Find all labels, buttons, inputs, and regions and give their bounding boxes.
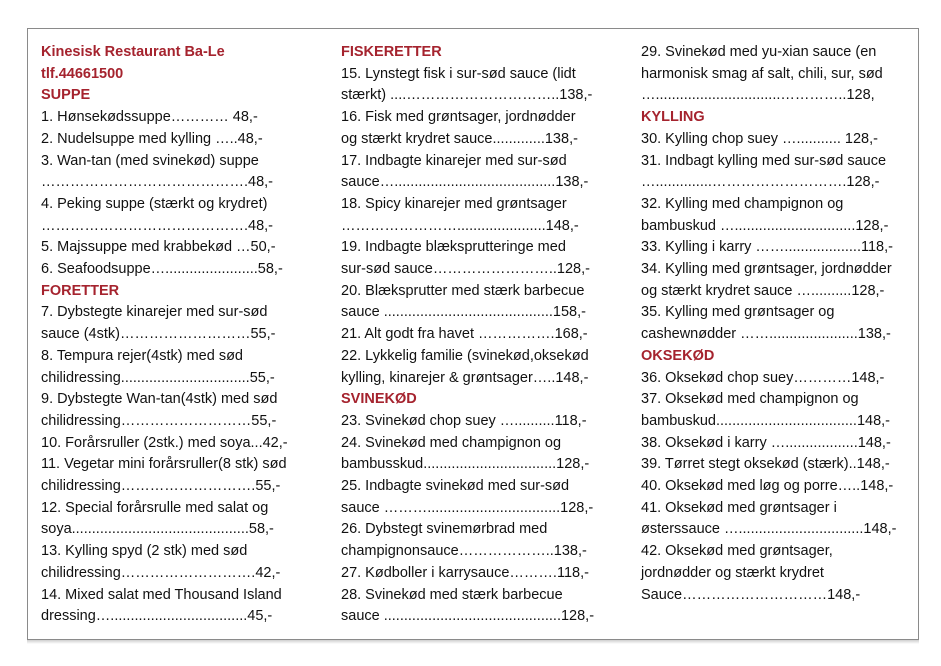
menu-line: 10. Forårsruller (2stk.) med soya...42,-: [41, 434, 288, 451]
menu-line: og stærkt krydret sauce.............138,-: [341, 130, 578, 147]
menu-line: 42. Oksekød med grøntsager,: [641, 543, 833, 560]
menu-column-2: [341, 42, 631, 628]
menu-page: [27, 28, 919, 640]
menu-line: 29. Svinekød med yu-xian sauce (en: [641, 44, 877, 60]
menu-line: jordnødder og stærkt krydret: [641, 564, 824, 581]
menu-line: 40. Oksekød med løg og porre…..148,-: [641, 478, 894, 495]
menu-line: 20. Blæksprutter med stærk barbecue: [341, 282, 585, 299]
section-heading: OKSEKØD: [641, 347, 715, 364]
section-heading: KYLLING: [641, 109, 705, 126]
menu-line: 23. Svinekød chop suey …..........118,-: [341, 412, 587, 429]
menu-line: 19. Indbagte blæksprutteringe med: [341, 239, 566, 256]
menu-line: 16. Fisk med grøntsager, jordnødder: [341, 109, 576, 126]
menu-line: 33. Kylling i karry ……...................118,-: [641, 239, 893, 256]
section-heading: SUPPE: [41, 87, 91, 104]
menu-line: 37. Oksekød med champignon og: [641, 391, 859, 408]
menu-line: sauce ............................................128,-: [341, 608, 595, 625]
menu-line: bambusskud.................................128,-: [341, 456, 590, 473]
menu-line: champignonsauce………………..138,-: [341, 543, 587, 560]
menu-line: 6. Seafoodsuppe….......................58,-: [41, 261, 283, 278]
menu-line: chilidressing………………………55,-: [41, 412, 277, 429]
menu-line: 28. Svinekød med stærk barbecue: [341, 586, 563, 603]
menu-line: chilidressing……………………….55,-: [41, 478, 281, 495]
menu-line: soya............................................58,-: [41, 521, 274, 538]
menu-line: 24. Svinekød med champignon og: [341, 434, 562, 451]
menu-line: 1. Hønsekødssuppe………… 48,-: [41, 109, 258, 126]
menu-line: 5. Majssuppe med krabbekød …50,-: [41, 239, 276, 256]
menu-line: 35. Kylling med grøntsager og: [641, 304, 835, 321]
menu-line: 30. Kylling chop suey …........... 128,-: [641, 130, 878, 147]
menu-line: bambuskud …..............................128,-: [641, 217, 889, 234]
section-heading: FORETTER: [41, 282, 120, 299]
menu-line: …..............……………………….128,-: [641, 174, 880, 191]
section-heading: SVINEKØD: [341, 391, 417, 408]
menu-line: bambuskud...................................148,-: [641, 412, 891, 429]
menu-line: 8. Tempura rejer(4stk) med sød: [41, 347, 243, 364]
menu-line: 39. Tørret stegt oksekød (stærk)..148,-: [641, 456, 890, 473]
menu-line: cashewnødder ……......................138,-: [641, 326, 891, 343]
menu-line: sur-sød sauce……………………..128,-: [341, 261, 590, 278]
menu-line: chilidressing................................55,-: [41, 369, 275, 386]
section-heading: Kinesisk Restaurant Ba-Le: [41, 44, 225, 60]
menu-line: 4. Peking suppe (stærkt og krydret): [41, 195, 268, 212]
menu-line: 13. Kylling spyd (2 stk) med sød: [41, 543, 248, 560]
section-heading: FISKERETTER: [341, 44, 442, 60]
menu-column-1: [41, 42, 331, 628]
menu-line: sauce ..........................................158,-: [341, 304, 586, 321]
page-shadow: [27, 640, 919, 644]
menu-line: 36. Oksekød chop suey…………148,-: [641, 369, 885, 386]
menu-line: 11. Vegetar mini forårsruller(8 stk) sød: [41, 456, 287, 473]
menu-column-3: [641, 42, 911, 606]
menu-line: 41. Oksekød med grøntsager i: [641, 499, 837, 516]
menu-line: 18. Spicy kinarejer med grøntsager: [341, 195, 567, 212]
menu-line: 15. Lynstegt fisk i sur-sød sauce (lidt: [341, 65, 576, 82]
menu-line: 22. Lykkelig familie (svinekød,oksekød: [341, 347, 589, 364]
menu-line: 25. Indbagte svinekød med sur-sød: [341, 478, 570, 495]
menu-line: 34. Kylling med grøntsager, jordnødder: [641, 261, 892, 278]
menu-line: Sauce…………………………148,-: [641, 586, 861, 603]
menu-line: sauce (4stk)………………………55,-: [41, 326, 276, 343]
menu-line: 9. Dybstegte Wan-tan(4stk) med sød: [41, 391, 278, 408]
menu-line: og stærkt krydret sauce …..........128,-: [641, 282, 885, 299]
menu-line: kylling, kinarejer & grøntsager…..148,-: [341, 369, 589, 386]
menu-line: 12. Special forårsrulle med salat og: [41, 499, 269, 516]
menu-line: sauce…........................................138,-: [341, 174, 589, 191]
menu-line: …………………………………….48,-: [41, 174, 274, 191]
menu-line: chilidressing……………………….42,-: [41, 564, 281, 581]
section-heading: tlf.44661500: [41, 65, 124, 82]
menu-line: 26. Dybstegt svinemørbrad med: [341, 521, 548, 538]
menu-line: dressing…..................................45,-: [41, 608, 273, 625]
menu-line: ……………………......................148,-: [341, 217, 579, 234]
menu-line: 21. Alt godt fra havet …………….168,-: [341, 326, 588, 343]
menu-line: østerssauce …...............................148,-: [641, 521, 897, 538]
menu-line: 38. Oksekød i karry …..................148,-: [641, 434, 891, 451]
menu-line: harmonisk smag af salt, chili, sur, sød: [641, 65, 883, 82]
menu-line: 32. Kylling med champignon og: [641, 195, 844, 212]
menu-line: 2. Nudelsuppe med kylling …..48,-: [41, 130, 263, 147]
menu-line: 27. Kødboller i karrysauce……….118,-: [341, 564, 589, 581]
menu-line: 3. Wan-tan (med svinekød) suppe: [41, 152, 259, 169]
menu-line: 7. Dybstegte kinarejer med sur-sød: [41, 304, 268, 321]
menu-line: …...............................…………..128,: [641, 87, 875, 104]
menu-line: …………………………………….48,-: [41, 217, 274, 234]
menu-line: stærkt) ....…………………………..138,-: [341, 87, 593, 104]
menu-line: 31. Indbagt kylling med sur-sød sauce: [641, 152, 887, 169]
menu-line: 14. Mixed salat med Thousand Island: [41, 586, 282, 603]
menu-line: sauce ……….................................128,-: [341, 499, 594, 516]
menu-line: 17. Indbagte kinarejer med sur-sød: [341, 152, 567, 169]
